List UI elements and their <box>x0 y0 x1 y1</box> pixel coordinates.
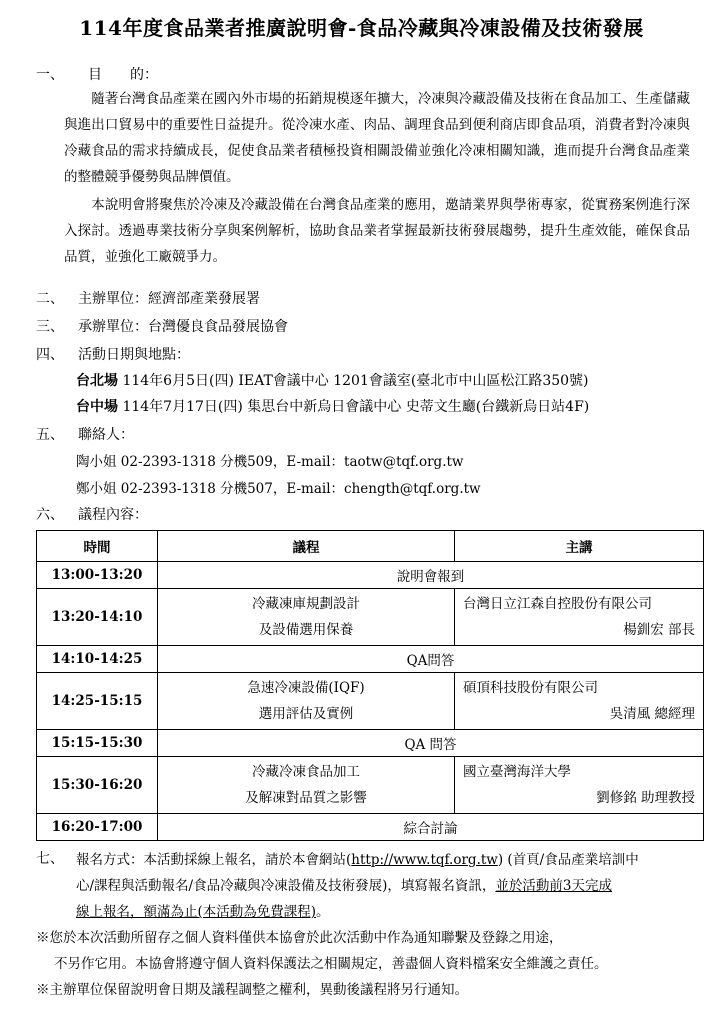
topic-line: 及設備選用保養 <box>258 622 354 638</box>
venue-taichung <box>76 396 589 416</box>
speaker-org: 國立臺灣海洋大學 <box>463 764 571 780</box>
time-cell: 15:15-15:30 <box>37 730 158 757</box>
section-registration <box>36 848 64 868</box>
header-speaker: 主講 <box>455 531 704 562</box>
registration-text: 心/課程與活動報名/食品冷藏與冷凍設備及技術發展)，填寫報名資訊， <box>76 878 496 894</box>
time-cell: 13:00-13:20 <box>37 562 158 589</box>
section-number: 六、 <box>36 507 64 523</box>
document-title: 114年度食品業者推廣說明會-食品冷藏與冷凍設備及技術發展 <box>79 16 644 40</box>
venue-label: 台中場 <box>76 399 118 415</box>
section-title: 聯絡人： <box>78 427 134 443</box>
speaker-name: 劉修銘 助理教授 <box>596 790 695 806</box>
venue-label: 台北場 <box>76 373 118 389</box>
merged-cell: 說明會報到 <box>158 562 704 589</box>
registration-text: ) (首頁/食品產業培訓中 <box>497 852 639 868</box>
section-purpose-heading <box>36 64 158 84</box>
table-row <box>37 589 704 646</box>
merged-cell: 綜合討論 <box>158 814 704 841</box>
section-executor <box>36 316 288 336</box>
merged-cell: QA 問答 <box>158 730 704 757</box>
registration-text: 。 <box>316 904 330 920</box>
privacy-note-continued: 不另作它用。本協會將遵守個人資料保護法之相關規定，善盡個人資料檔案安全維護之責任。 <box>54 956 608 972</box>
topic-line: 冷藏凍庫規劃設計 <box>252 596 360 612</box>
section-organizer <box>36 288 260 308</box>
section-number: 一、 <box>36 67 64 83</box>
time-cell: 16:20-17:00 <box>37 814 158 841</box>
time-cell: 15:30-16:20 <box>37 757 158 814</box>
table-header-row <box>37 531 704 562</box>
time-cell: 13:20-14:10 <box>37 589 158 646</box>
purpose-paragraph-1: 隨著台灣食品產業在國內外市場的拓銷規模逐年擴大，冷凍與冷藏設備及技術在食品加工、生產儲藏與進出口貿易中的重要性日益提升。從冷凍水產、肉品、調理食品到便利商店即食品項，消費者對冷凍與冷藏食品的需求持續成長，促使食品業者積極投資相關設備並強化冷凍相關知識，進而提升台灣食品產業的整體競爭優勢與品牌價值。 <box>64 91 690 185</box>
registration-deadline: 線上報名，額滿為止(本活動為免費課程) <box>76 904 317 920</box>
section-number: 四、 <box>36 347 64 363</box>
website-link[interactable]: http://www.tqf.org.tw <box>351 852 498 868</box>
speaker-cell <box>455 673 704 730</box>
privacy-note: ※您於本次活動所留存之個人資料僅供本協會於此次活動中作為通知聯繫及登錄之用途， <box>36 930 563 946</box>
topic-line: 急速冷凍設備(IQF) <box>247 680 365 696</box>
topic-cell <box>158 589 455 646</box>
venue-detail: 114年6月5日(四) IEAT會議中心 1201會議室(臺北市中山區松江路350號) <box>118 373 589 389</box>
section-title: 議程內容： <box>78 507 148 523</box>
speaker-cell <box>455 589 704 646</box>
table-row <box>37 757 704 814</box>
speaker-org: 碩頂科技股份有限公司 <box>463 680 598 696</box>
speaker-org: 台灣日立江森自控股份有限公司 <box>463 596 652 612</box>
table-row <box>37 814 704 841</box>
section-title: 活動日期與地點： <box>78 347 190 363</box>
topic-cell <box>158 673 455 730</box>
contact-2: 鄭小姐 02-2393-1318 分機507，E-mail：chength@tqf.org.tw <box>76 481 481 497</box>
table-row <box>37 730 704 757</box>
section-date-venue <box>36 344 190 364</box>
speaker-cell <box>455 757 704 814</box>
table-row <box>37 562 704 589</box>
registration-text: 報名方式：本活動採線上報名，請於本會網站( <box>76 852 352 868</box>
time-cell: 14:25-15:15 <box>37 673 158 730</box>
section-agenda <box>36 504 148 524</box>
section-contact <box>36 424 134 444</box>
section-number: 二、 <box>36 291 64 307</box>
registration-line-3 <box>76 900 330 920</box>
venue-detail: 114年7月17日(四) 集思台中新烏日會議中心 史蒂文生廳(台鐵新烏日站4F) <box>118 399 590 415</box>
topic-line: 及解凍對品質之影響 <box>245 790 367 806</box>
merged-cell: QA問答 <box>158 646 704 673</box>
table-row <box>37 673 704 730</box>
schedule-change-note: ※主辦單位保留說明會日期及議程調整之權利，異動後議程將另行通知。 <box>36 982 468 998</box>
purpose-paragraph-2: 本說明會將聚焦於冷凍及冷藏設備在台灣食品產業的應用，邀請業界與學術專家，從實務案例進行深入探討。透過專業技術分享與案例解析，協助食品業者掌握最新技術發展趨勢，提升生產效能，確保食品品質，並強化工廠競爭力。 <box>64 197 690 265</box>
topic-line: 選用評估及實例 <box>258 706 354 722</box>
header-topic: 議程 <box>158 531 455 562</box>
section-number: 五、 <box>36 427 64 443</box>
speaker-name: 楊釧宏 部長 <box>623 622 695 638</box>
registration-line-1 <box>76 848 639 868</box>
time-cell: 14:10-14:25 <box>37 646 158 673</box>
section-number: 三、 <box>36 319 64 335</box>
topic-cell <box>158 757 455 814</box>
header-time: 時間 <box>37 531 158 562</box>
registration-deadline: 並於活動前3天完成 <box>495 878 612 894</box>
speaker-name: 吳清風 總經理 <box>609 706 695 722</box>
section-title: 目 的： <box>88 67 158 83</box>
contact-1: 陶小姐 02-2393-1318 分機509，E-mail：taotw@tqf.org.tw <box>76 454 464 470</box>
executor-text: 承辦單位：台灣優良食品發展協會 <box>78 319 288 335</box>
section-number: 七、 <box>36 851 64 867</box>
agenda-table <box>36 530 704 841</box>
registration-line-2 <box>76 874 612 894</box>
venue-taipei <box>76 370 589 390</box>
table-row <box>37 646 704 673</box>
organizer-text: 主辦單位：經濟部產業發展署 <box>78 291 260 307</box>
topic-line: 冷藏冷凍食品加工 <box>252 764 360 780</box>
